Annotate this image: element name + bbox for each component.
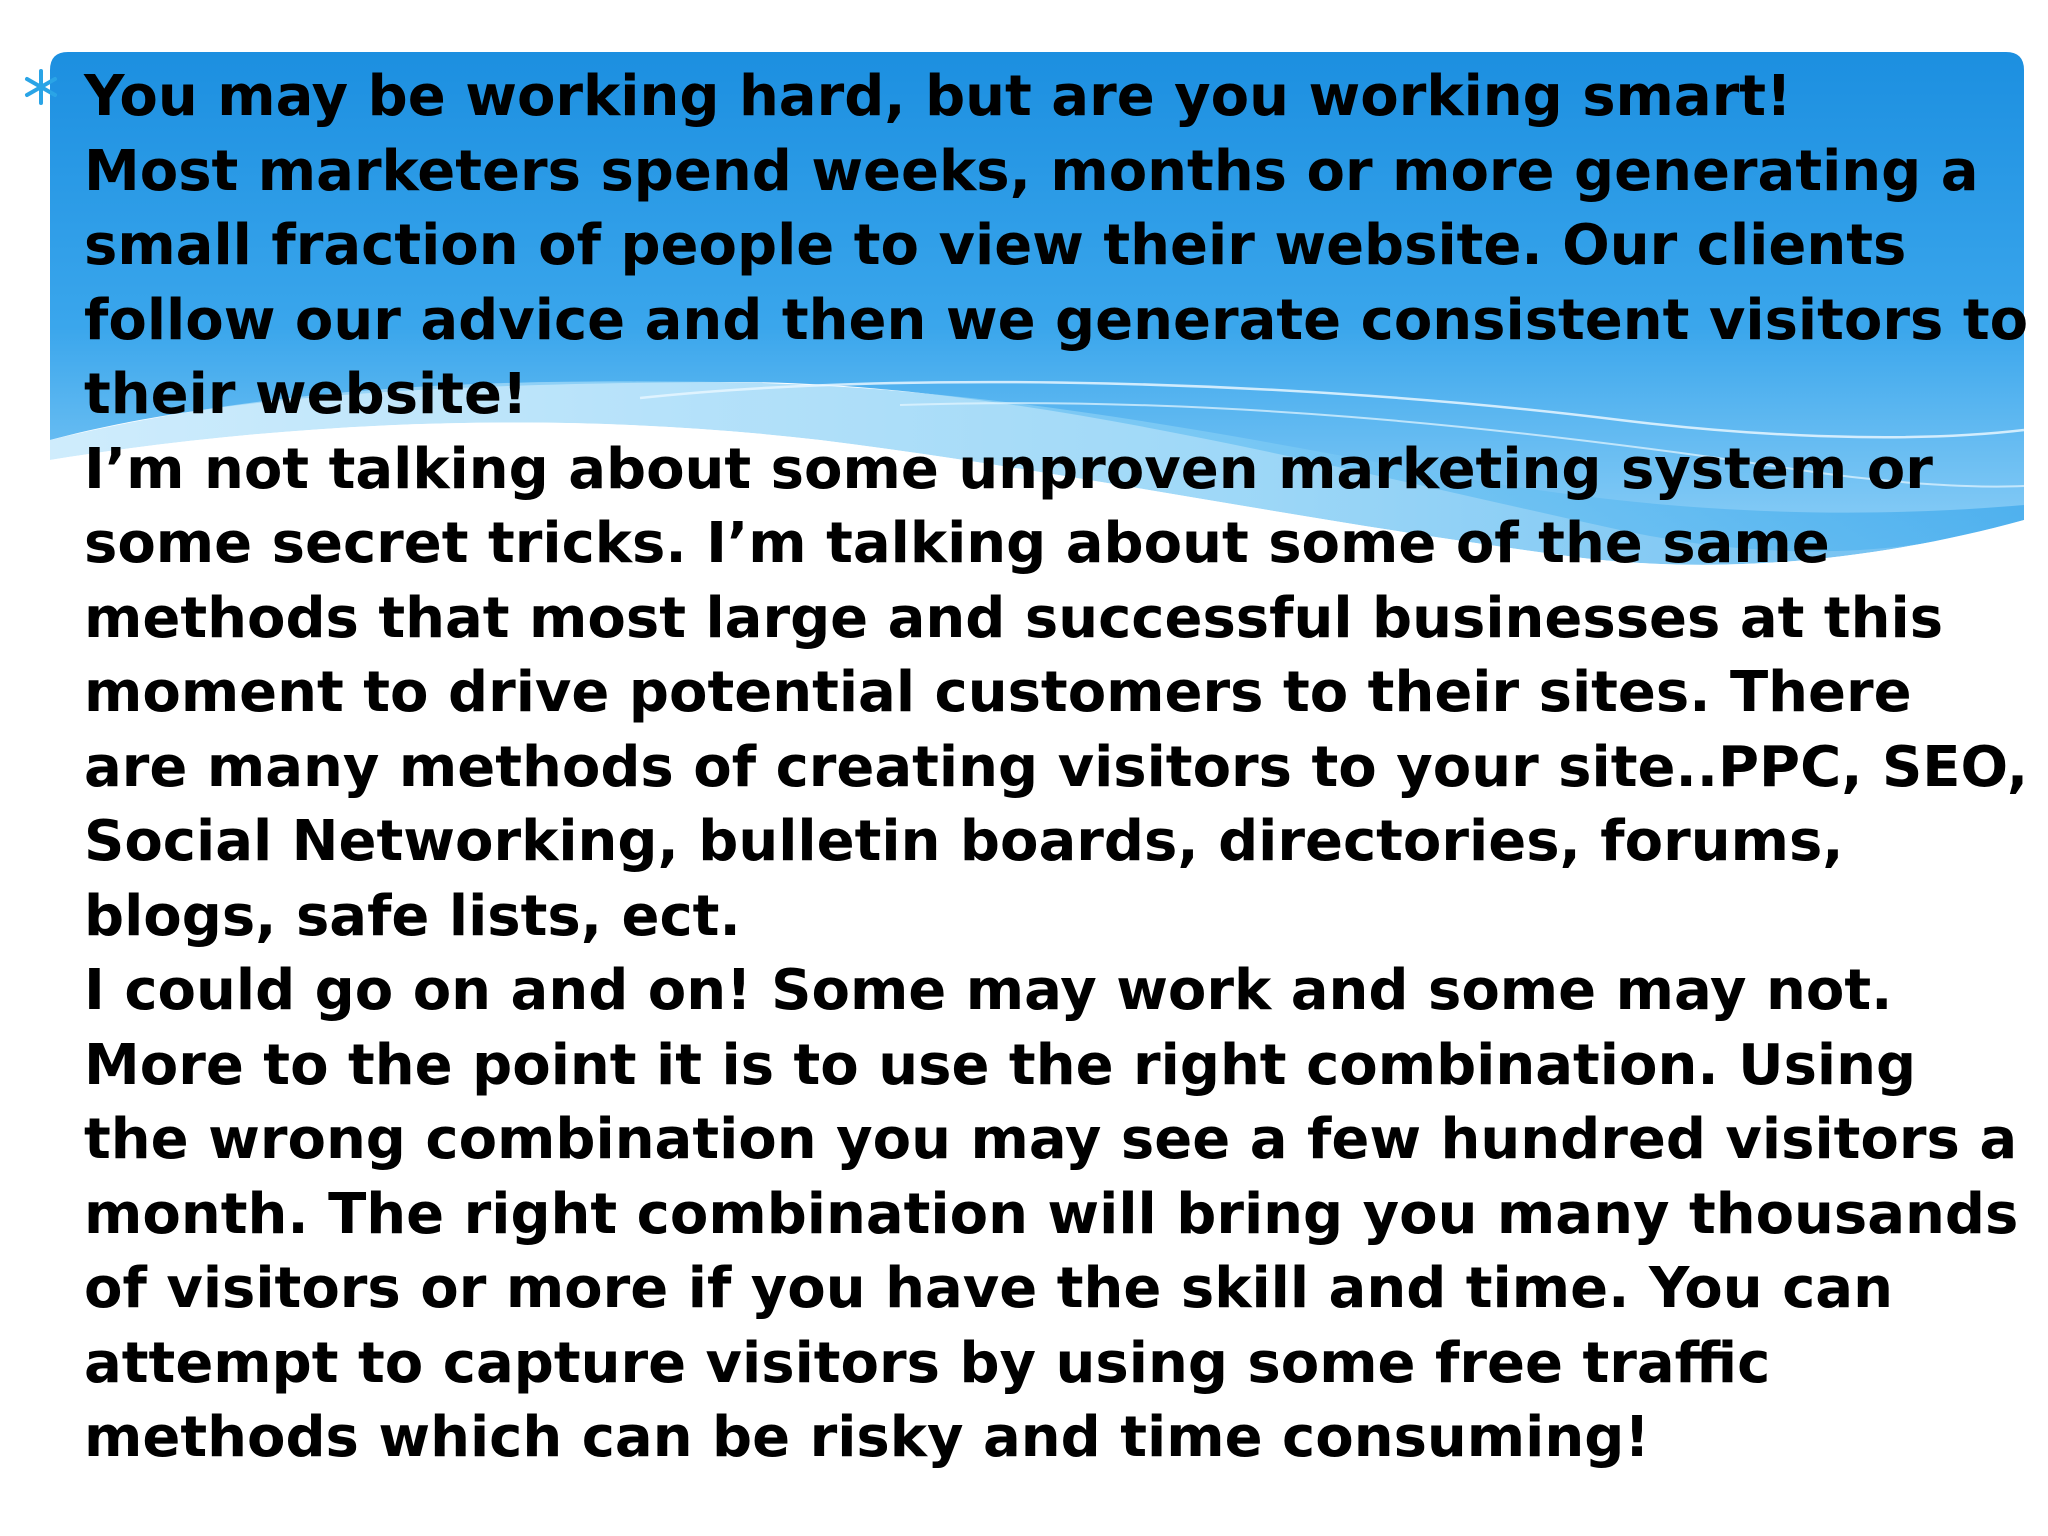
body-text xyxy=(84,60,2029,1476)
asterisk-icon xyxy=(22,68,60,106)
paragraph-marketers: Most marketers spend weeks, months or more generating a small fraction of people to view their website. Our clients follow our advice and then we generate consistent visitors to their website! xyxy=(84,138,2029,427)
paragraph-methods: I’m not talking about some unproven marketing system or some secret tricks. I’m talking about some of the same methods that most large and successful businesses at this moment to drive potential customers to their sites. There are many methods of creating visitors to your site..PPC, SEO, Social Networking, bulletin boards, directories, forums, blogs, safe lists, ect. xyxy=(84,436,2029,949)
paragraph-combination: I could go on and on! Some may work and some may not. More to the point it is to use the right combination. Using the wrong combination you may see a few hundred visitors a month. The right combination will bring you many thousands of visitors or more if you have the skill and time. You can attempt to capture visitors by using some free traffic methods which can be risky and time consuming! xyxy=(84,958,2019,1470)
paragraph-intro: You may be working hard, but are you working smart! xyxy=(84,64,1792,129)
